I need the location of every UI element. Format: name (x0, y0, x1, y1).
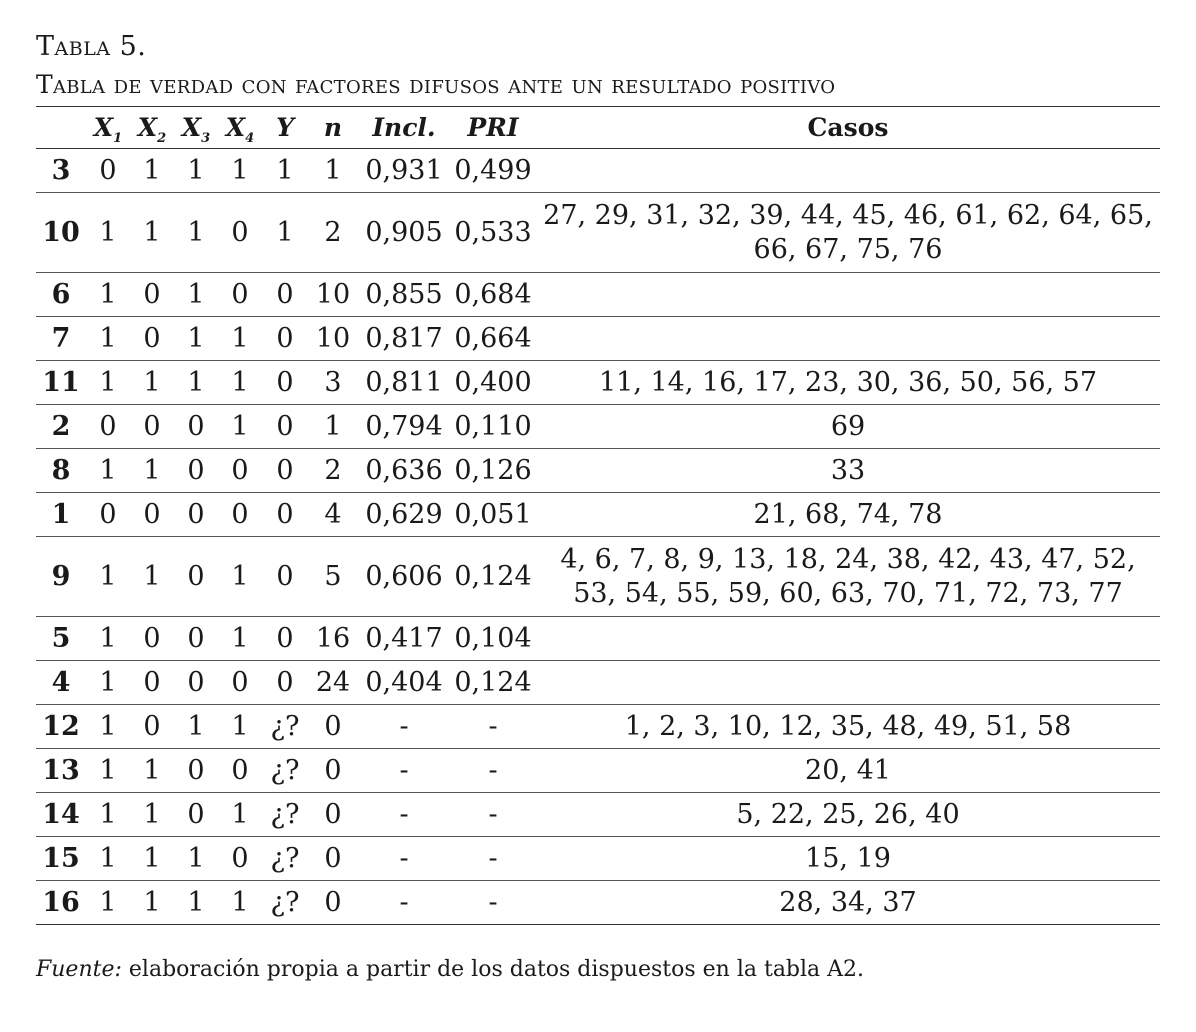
cell-x3: 1 (187, 367, 205, 398)
cell-x2: 0 (143, 323, 161, 354)
cell-id: 14 (42, 799, 80, 830)
cell-pri: - (488, 755, 498, 786)
cell-casos: 5, 22, 25, 26, 40 (736, 798, 960, 830)
cell-incl: 0,931 (365, 155, 443, 186)
cell-x1: 1 (99, 217, 117, 248)
cell-x2: 0 (143, 623, 161, 654)
cell-x4: 0 (231, 455, 249, 486)
cell-x4: 0 (231, 667, 249, 698)
cell-x4: 1 (231, 367, 249, 398)
table-row (36, 317, 1160, 361)
source-note (36, 955, 1160, 985)
table-row (36, 361, 1160, 405)
cell-casos: 15, 19 (805, 842, 891, 874)
cell-pri: - (488, 887, 498, 918)
cell-x4: 1 (231, 799, 249, 830)
cell-x2: 0 (143, 711, 161, 742)
cell-n: 4 (324, 499, 342, 530)
cell-x2: 0 (143, 499, 161, 530)
cell-x1: 1 (99, 667, 117, 698)
cell-pri: 0,684 (454, 279, 532, 310)
cell-x2: 1 (143, 155, 161, 186)
cell-pri: 0,104 (454, 623, 532, 654)
cell-pri: 0,124 (454, 667, 532, 698)
cell-pri: 0,533 (454, 217, 532, 248)
cell-x3: 1 (187, 843, 205, 874)
header-n: n (323, 113, 343, 142)
header-row (36, 107, 1160, 149)
cell-x2: 1 (143, 367, 161, 398)
cell-casos: 33 (830, 454, 866, 486)
cell-x1: 1 (99, 279, 117, 310)
cell-x2: 1 (143, 887, 161, 918)
table-row (36, 193, 1160, 273)
cell-x2: 1 (143, 455, 161, 486)
cell-incl: - (399, 755, 409, 786)
cell-x4: 0 (231, 499, 249, 530)
cell-incl: 0,636 (365, 455, 443, 486)
cell-n: 2 (324, 455, 342, 486)
cell-x2: 0 (143, 667, 161, 698)
cell-x1: 1 (99, 887, 117, 918)
cell-x4: 0 (231, 279, 249, 310)
cell-x1: 1 (99, 799, 117, 830)
cell-x1: 1 (99, 323, 117, 354)
cell-y: ¿? (270, 799, 300, 830)
cell-n: 0 (324, 755, 342, 786)
cell-y: 1 (276, 155, 294, 186)
cell-x3: 1 (187, 323, 205, 354)
cell-y: 0 (276, 667, 294, 698)
cell-id: 8 (51, 455, 71, 486)
header-x3: $X_3$ (181, 113, 211, 146)
cell-x1: 1 (99, 367, 117, 398)
table-row (36, 493, 1160, 537)
cell-incl: - (399, 799, 409, 830)
header-x4: $X_4$ (225, 113, 255, 146)
cell-n: 0 (324, 843, 342, 874)
table-row (36, 837, 1160, 881)
cell-x2: 0 (143, 411, 161, 442)
cell-casos: 20, 41 (805, 754, 891, 786)
cell-x3: 0 (187, 623, 205, 654)
cell-casos (536, 149, 1160, 193)
cell-y: 0 (276, 561, 294, 592)
cell-x4: 1 (231, 711, 249, 742)
table-row (36, 537, 1160, 617)
cell-x3: 0 (187, 455, 205, 486)
table-row (36, 405, 1160, 449)
cell-n: 0 (324, 887, 342, 918)
cell-casos: 4, 6, 7, 8, 9, 13, 18, 24, 38, 42, 43, 47, 52, 53, 54, 55, 59, 60, 63, 70, 71, 72, 73, 77 (560, 543, 1136, 609)
cell-casos (536, 661, 1160, 705)
cell-n: 1 (324, 411, 342, 442)
cell-n: 2 (324, 217, 342, 248)
cell-pri: 0,051 (454, 499, 532, 530)
cell-pri: 0,499 (454, 155, 532, 186)
table-row (36, 617, 1160, 661)
cell-x3: 0 (187, 799, 205, 830)
cell-id: 5 (51, 623, 71, 654)
table-row (36, 881, 1160, 925)
cell-incl: 0,794 (365, 411, 443, 442)
cell-id: 10 (42, 217, 80, 248)
table-row (36, 749, 1160, 793)
cell-pri: 0,110 (454, 411, 532, 442)
cell-x2: 1 (143, 799, 161, 830)
cell-incl: 0,855 (365, 279, 443, 310)
cell-x3: 1 (187, 711, 205, 742)
cell-casos: 69 (830, 410, 866, 442)
cell-x1: 0 (99, 155, 117, 186)
cell-x3: 0 (187, 499, 205, 530)
cell-x3: 1 (187, 279, 205, 310)
cell-x4: 0 (231, 217, 249, 248)
cell-pri: 0,124 (454, 561, 532, 592)
cell-x4: 1 (231, 323, 249, 354)
cell-n: 3 (324, 367, 342, 398)
cell-pri: 0,126 (454, 455, 532, 486)
cell-x4: 0 (231, 755, 249, 786)
cell-y: 0 (276, 455, 294, 486)
cell-casos: 27, 29, 31, 32, 39, 44, 45, 46, 61, 62, 64, 65, 66, 67, 75, 76 (543, 199, 1153, 265)
cell-incl: - (399, 711, 409, 742)
cell-y: 1 (276, 217, 294, 248)
cell-pri: 0,664 (454, 323, 532, 354)
cell-x1: 1 (99, 843, 117, 874)
header-x1: $X_1$ (93, 113, 123, 146)
header-y: Y (276, 113, 294, 142)
cell-n: 0 (324, 799, 342, 830)
cell-incl: 0,404 (365, 667, 443, 698)
cell-id: 9 (51, 561, 71, 592)
cell-incl: 0,417 (365, 623, 443, 654)
cell-x1: 1 (99, 623, 117, 654)
header-pri: PRI (467, 113, 519, 142)
cell-x3: 1 (187, 887, 205, 918)
cell-x2: 0 (143, 279, 161, 310)
cell-casos (536, 617, 1160, 661)
cell-incl: 0,817 (365, 323, 443, 354)
cell-id: 16 (42, 887, 80, 918)
cell-x4: 0 (231, 843, 249, 874)
cell-incl: 0,811 (365, 367, 443, 398)
cell-x2: 1 (143, 755, 161, 786)
table-container (36, 30, 1160, 985)
cell-id: 6 (51, 279, 71, 310)
cell-incl: - (399, 887, 409, 918)
source-text: elaboración propia a partir de los datos dispuestos en la tabla A2. (121, 957, 865, 982)
cell-y: 0 (276, 499, 294, 530)
cell-x1: 1 (99, 711, 117, 742)
cell-pri: - (488, 799, 498, 830)
cell-id: 2 (51, 411, 71, 442)
cell-x3: 0 (187, 561, 205, 592)
cell-casos: 1, 2, 3, 10, 12, 35, 48, 49, 51, 58 (624, 710, 1072, 742)
cell-x3: 0 (187, 411, 205, 442)
cell-casos (536, 273, 1160, 317)
table-row (36, 793, 1160, 837)
header-x2: $X_2$ (137, 113, 167, 146)
cell-id: 1 (51, 499, 71, 530)
cell-id: 13 (42, 755, 80, 786)
cell-x3: 1 (187, 217, 205, 248)
cell-id: 4 (51, 667, 71, 698)
cell-incl: 0,606 (365, 561, 443, 592)
cell-x2: 1 (143, 843, 161, 874)
cell-n: 1 (324, 155, 342, 186)
header-casos: Casos (807, 113, 889, 142)
cell-x3: 0 (187, 667, 205, 698)
cell-pri: 0,400 (454, 367, 532, 398)
cell-pri: - (488, 711, 498, 742)
table-title: Tabla de verdad con factores difusos ante un resultado positivo (36, 70, 836, 99)
cell-n: 0 (324, 711, 342, 742)
cell-pri: - (488, 843, 498, 874)
cell-casos: 11, 14, 16, 17, 23, 30, 36, 50, 56, 57 (598, 366, 1098, 398)
table-row (36, 661, 1160, 705)
cell-y: 0 (276, 323, 294, 354)
cell-y: 0 (276, 279, 294, 310)
cell-n: 16 (315, 623, 351, 654)
table-row (36, 449, 1160, 493)
table-body (36, 149, 1160, 925)
cell-n: 24 (315, 667, 351, 698)
cell-x1: 1 (99, 561, 117, 592)
cell-x4: 1 (231, 411, 249, 442)
cell-incl: - (399, 843, 409, 874)
cell-x2: 1 (143, 561, 161, 592)
cell-y: 0 (276, 411, 294, 442)
source-label: Fuente: (36, 957, 122, 982)
cell-n: 5 (324, 561, 342, 592)
table-row (36, 149, 1160, 193)
cell-casos (536, 317, 1160, 361)
cell-x4: 1 (231, 623, 249, 654)
cell-x3: 0 (187, 755, 205, 786)
cell-y: 0 (276, 367, 294, 398)
cell-incl: 0,629 (365, 499, 443, 530)
cell-n: 10 (315, 323, 351, 354)
cell-y: ¿? (270, 887, 300, 918)
table-row (36, 273, 1160, 317)
cell-id: 3 (51, 155, 71, 186)
cell-incl: 0,905 (365, 217, 443, 248)
header-id (36, 107, 86, 149)
cell-x1: 0 (99, 411, 117, 442)
table-row (36, 705, 1160, 749)
cell-x1: 1 (99, 755, 117, 786)
cell-casos: 28, 34, 37 (779, 886, 917, 918)
cell-x1: 1 (99, 455, 117, 486)
cell-id: 12 (42, 711, 80, 742)
truth-table (36, 106, 1160, 925)
cell-x4: 1 (231, 561, 249, 592)
cell-y: 0 (276, 623, 294, 654)
cell-x3: 1 (187, 155, 205, 186)
cell-x4: 1 (231, 155, 249, 186)
cell-casos: 21, 68, 74, 78 (753, 498, 943, 530)
cell-y: ¿? (270, 843, 300, 874)
cell-y: ¿? (270, 711, 300, 742)
cell-n: 10 (315, 279, 351, 310)
cell-id: 11 (42, 367, 80, 398)
table-number: Tabla 5. (36, 31, 147, 62)
cell-id: 15 (42, 843, 80, 874)
cell-id: 7 (51, 323, 71, 354)
cell-x4: 1 (231, 887, 249, 918)
header-incl: Incl. (372, 113, 436, 142)
cell-x1: 0 (99, 499, 117, 530)
cell-x2: 1 (143, 217, 161, 248)
cell-y: ¿? (270, 755, 300, 786)
